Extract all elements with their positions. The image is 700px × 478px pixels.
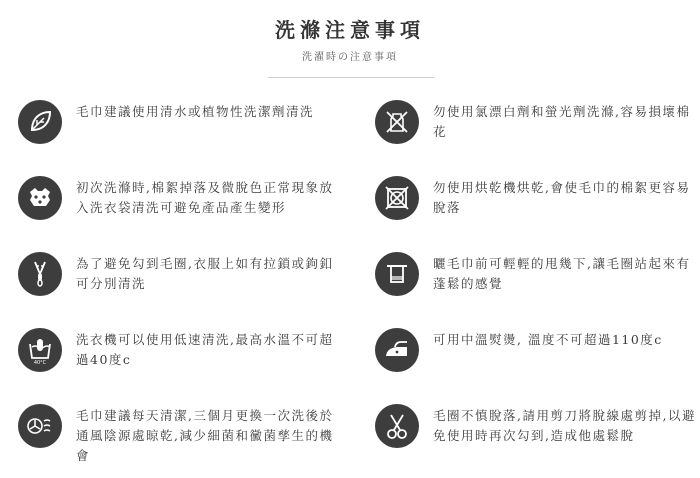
care-item bbox=[18, 98, 348, 148]
no-bleach-icon bbox=[375, 100, 419, 144]
care-item bbox=[375, 174, 700, 224]
scissors-icon bbox=[375, 404, 419, 448]
left-column bbox=[18, 98, 348, 478]
care-item bbox=[18, 326, 348, 376]
care-item-text: 洗衣機可以使用低速清洗,最高水溫不可超過40度c bbox=[76, 332, 334, 367]
iron-icon bbox=[375, 328, 419, 372]
title-divider bbox=[268, 77, 434, 78]
care-item bbox=[375, 98, 700, 148]
hanging-towel-icon bbox=[375, 252, 419, 296]
zipper-icon bbox=[18, 252, 62, 296]
wash-temp-label: 40°C bbox=[33, 360, 47, 366]
care-item-text: 勿使用氯漂白劑和螢光劑洗滌,容易損壞棉花 bbox=[433, 104, 691, 139]
care-item-text: 毛巾建議每天清潔,三個月更換一次洗後於通風陰源處晾乾,減少細菌和黴菌孳生的機會 bbox=[76, 408, 334, 463]
care-item-text: 曬毛巾前可輕輕的甩幾下,讓毛圈站起來有蓬鬆的感覺 bbox=[433, 256, 691, 291]
wash-tub-40c-icon bbox=[18, 328, 62, 372]
care-item bbox=[18, 174, 348, 224]
care-item-text: 為了避免勾到毛圈,衣服上如有拉鎖或鉤釦可分別清洗 bbox=[76, 256, 334, 291]
care-item bbox=[375, 402, 700, 452]
care-item bbox=[375, 250, 700, 300]
care-item-text: 勿使用烘乾機烘乾,會使毛巾的棉絮更容易脫落 bbox=[433, 180, 691, 215]
page-subtitle: 洗濯時の注意事項 bbox=[302, 52, 398, 63]
care-item-text: 毛巾建議使用清水或植物性洗潔劑清洗 bbox=[76, 104, 315, 119]
leaf-icon bbox=[18, 100, 62, 144]
care-item-text: 可用中溫熨燙, 溫度不可超過110度c bbox=[433, 332, 663, 347]
fan-ventilation-icon bbox=[18, 404, 62, 448]
care-item-text: 初次洗滌時,棉絮掉落及微脫色正常現象放入洗衣袋清洗可避免產品產生變形 bbox=[76, 180, 334, 215]
care-item bbox=[18, 402, 348, 463]
right-column bbox=[375, 98, 700, 478]
page-title: 洗滌注意事項 bbox=[275, 18, 425, 42]
care-item-text: 毛圈不慎脫落,請用剪刀將脫線處剪掉,以避免使用時再次勾到,造成他處鬆脫 bbox=[433, 408, 696, 443]
no-tumble-dry-icon bbox=[375, 176, 419, 220]
care-item bbox=[375, 326, 700, 376]
care-item bbox=[18, 250, 348, 300]
towel-icon bbox=[18, 176, 62, 220]
